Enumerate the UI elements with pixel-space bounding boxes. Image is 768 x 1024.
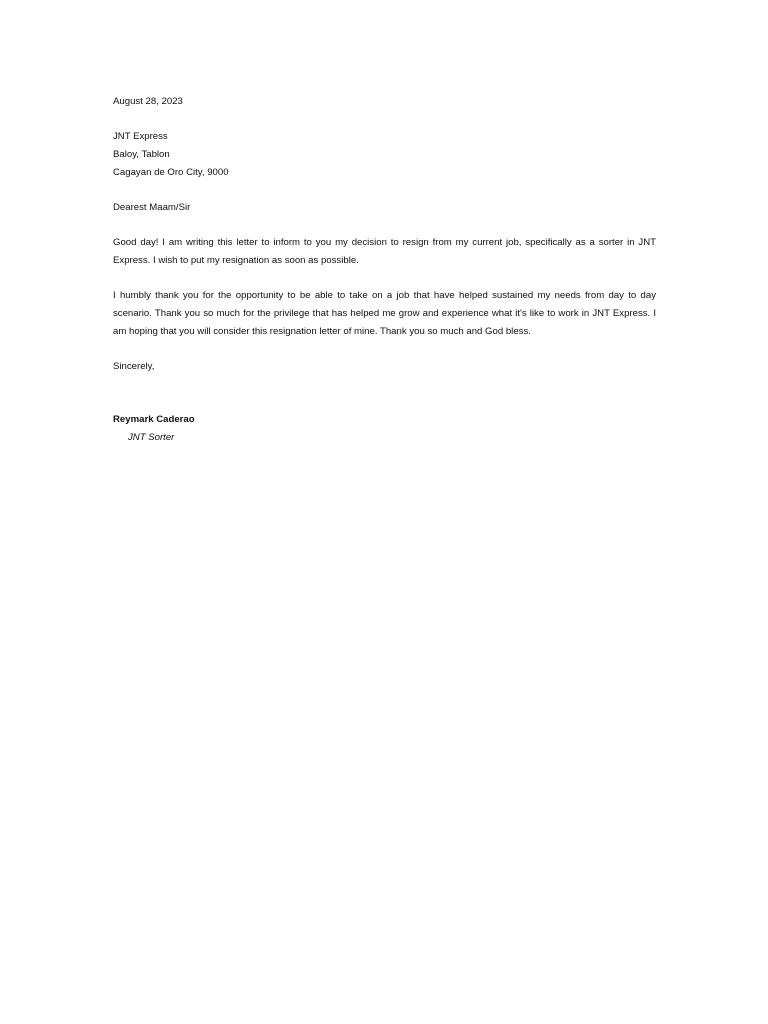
spacer bbox=[113, 270, 656, 287]
spacer bbox=[113, 111, 656, 128]
spacer bbox=[113, 217, 656, 234]
closing: Sincerely, bbox=[113, 361, 155, 372]
paragraph-1: Good day! I am writing this letter to inform to you my decision to resign from my current job, specifically as a sorter in JNT Express. I wish to put my resignation as soon as possible. bbox=[113, 237, 656, 266]
letter-body bbox=[113, 93, 656, 447]
signature-space bbox=[113, 376, 656, 411]
salutation: Dearest Maam/Sir bbox=[113, 202, 191, 213]
paragraph-2: I humbly thank you for the opportunity to be able to take on a job that have helped sustained my needs from day to day scenario. Thank you so much for the privilege that has helped me grow and experience what it's like to work in JNT Express. I am hoping that you will consider this resignation letter of mine. Thank you so much and God bless. bbox=[113, 290, 656, 337]
spacer bbox=[113, 341, 656, 358]
recipient-name: JNT Express bbox=[113, 131, 168, 142]
signer-title: JNT Sorter bbox=[128, 432, 175, 443]
signer-name: Reymark Caderao bbox=[113, 414, 195, 425]
spacer bbox=[113, 182, 656, 199]
recipient-block bbox=[113, 128, 656, 182]
recipient-address-line2: Cagayan de Oro City, 9000 bbox=[113, 167, 229, 178]
recipient-address-line1: Baloy, Tablon bbox=[113, 149, 170, 160]
letter-date: August 28, 2023 bbox=[113, 96, 183, 107]
